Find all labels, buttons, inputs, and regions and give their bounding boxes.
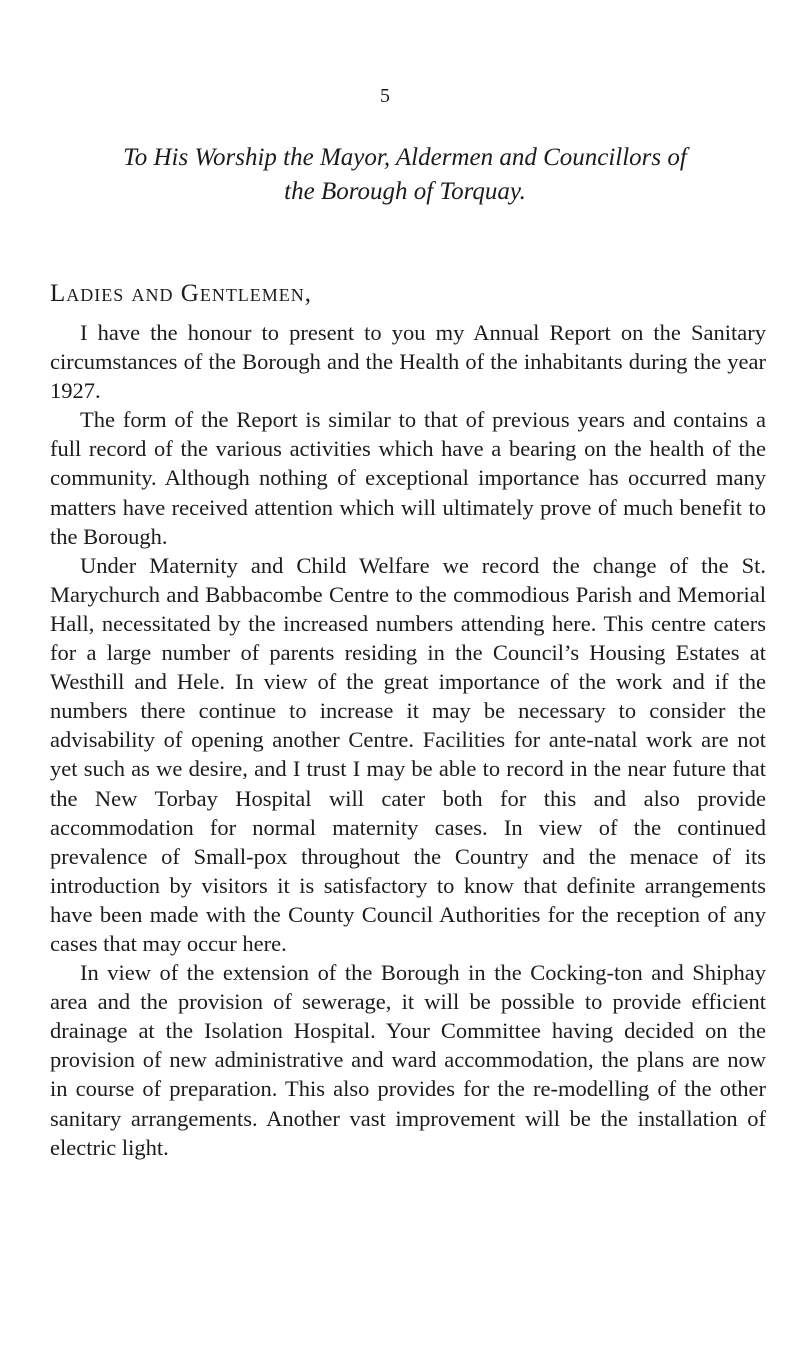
paragraph-isolation-hospital: In view of the extension of the Borough in the Cocking-ton and Shiphay area and the provision of sewerage, it will be possible to provide efficient drainage at the Isolation Hospital. Your Committee having decided on the provision of new administrative and ward accommodation, the plans are now in course of preparation. This also provides for the re-modelling of the other sanitary arrangements. Another vast improvement will be the installation of electric light.	[50, 960, 766, 1160]
page-number: 5	[380, 85, 390, 107]
paragraph-introduction: I have the honour to present to you my Annual Report on the Sanitary circumstances of the Borough and the Health of the inhabitants during the year 1927.	[50, 320, 766, 404]
paragraph-report-form: The form of the Report is similar to that of previous years and contains a full record of the various activities which have a bearing on the health of the community. Although nothing of exceptional importance has occurred many matters have received attention which will ultimately prove of much benefit to the Borough.	[50, 407, 766, 549]
salutation: Ladies and Gentlemen,	[50, 280, 313, 307]
report-body	[50, 318, 766, 1162]
paragraph-maternity-welfare: Under Maternity and Child Welfare we record the change of the St. Marychurch and Babbacombe Centre to the commodious Parish and Memorial Hall, necessitated by the increased numbers attending here. This centre caters for a large number of parents residing in the Council’s Housing Estates at Westhill and Hele. In view of the great importance of the work and if the numbers there continue to increase it may be necessary to consider the advisability of opening another Centre. Facilities for ante-natal work are not yet such as we desire, and I trust I may be able to record in the near future that the New Torbay Hospital will cater both for this and also provide accommodation for normal maternity cases. In view of the continued prevalence of Small-pox throughout the Country and the menace of its introduction by visitors it is satisfactory to know that definite arrangements have been made with the County Council Authorities for the reception of any cases that may occur here.	[50, 552, 766, 956]
address-line-2: the Borough of Torquay.	[284, 178, 526, 205]
address-heading	[80, 141, 730, 209]
address-line-1: To His Worship the Mayor, Aldermen and Councillors of	[123, 144, 687, 171]
